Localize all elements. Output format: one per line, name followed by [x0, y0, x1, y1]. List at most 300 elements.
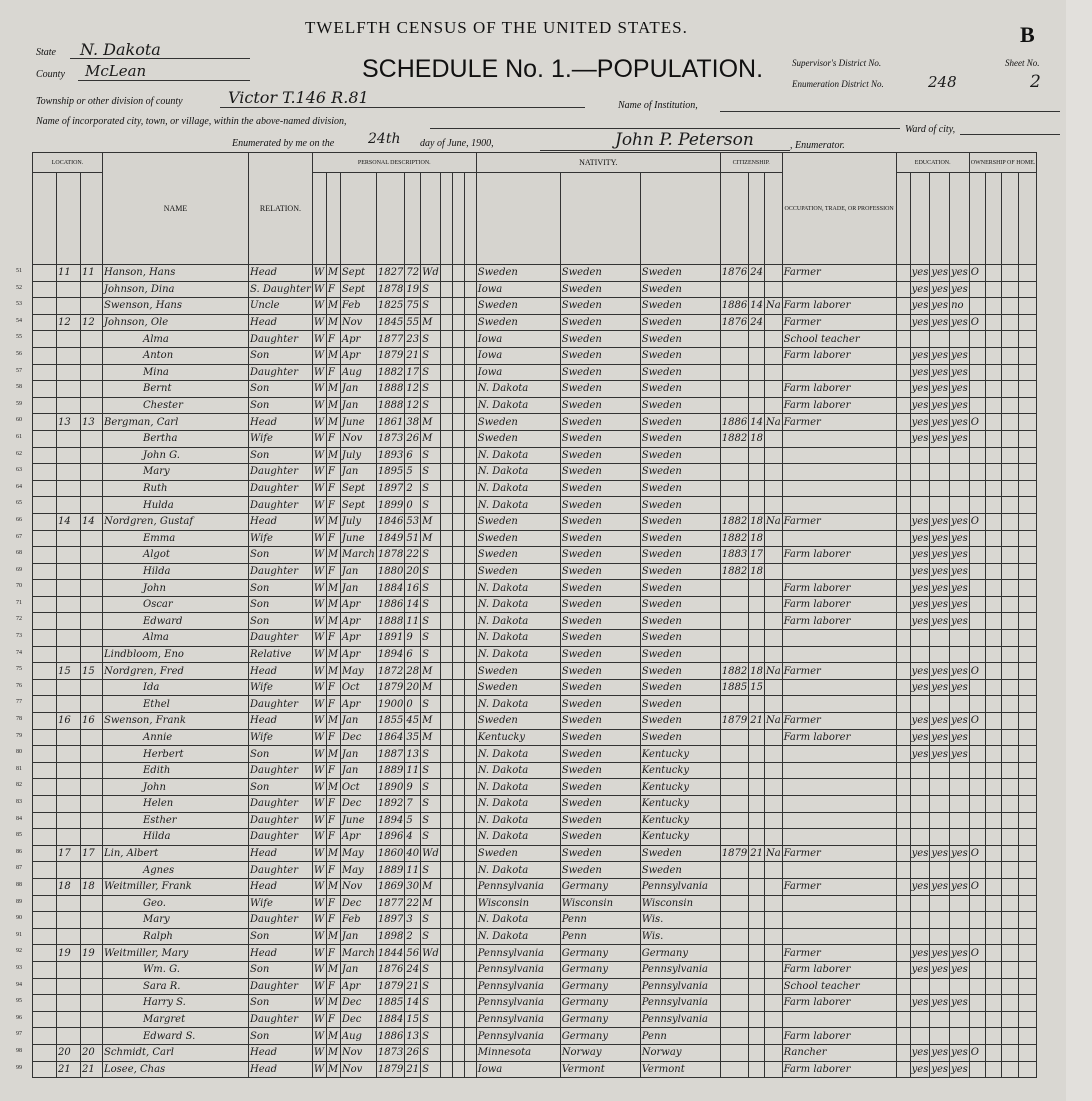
line-number: 98 [16, 1048, 22, 1054]
table-row [33, 530, 1037, 547]
cell-sex: F [326, 762, 340, 779]
cell-year: 1872 [376, 663, 404, 680]
cell-rel: S. Daughter [249, 281, 313, 298]
cell-color: W [312, 895, 326, 912]
cell-wr: yes [930, 1061, 950, 1078]
cell-rel: Son [249, 995, 313, 1012]
cell-color: W [312, 563, 326, 580]
cell-yrs [749, 447, 765, 464]
cell-ms: S [421, 1061, 441, 1078]
cell-month: Jan [340, 961, 376, 978]
cell-wr: yes [930, 729, 950, 746]
cell-year: 1861 [376, 414, 404, 431]
cell-color: W [312, 928, 326, 945]
cell-nat [764, 331, 782, 348]
cell-yrs: 14 [749, 414, 765, 431]
cell-imm [720, 464, 748, 481]
cell-color: W [312, 1061, 326, 1078]
cell-wr: yes [930, 347, 950, 364]
cell-bp: N. Dakota [476, 746, 560, 763]
cell-dw [57, 613, 81, 630]
cell-wr [930, 696, 950, 713]
cell-fbp: Sweden [560, 563, 640, 580]
cell-age: 35 [405, 729, 421, 746]
cell-dw: 19 [57, 945, 81, 962]
cell-fbp: Sweden [560, 663, 640, 680]
cell-wr [930, 779, 950, 796]
line-number: 77 [16, 699, 22, 705]
cell-ms: M [421, 663, 441, 680]
cell-year: 1886 [376, 1028, 404, 1045]
cell-color: W [312, 630, 326, 647]
cell-occ: Farm laborer [782, 381, 896, 398]
cell-year: 1864 [376, 729, 404, 746]
cell-own [969, 547, 985, 564]
cell-bp: Iowa [476, 347, 560, 364]
cell-own [969, 497, 985, 514]
cell-wr: yes [930, 563, 950, 580]
cell-age: 22 [405, 895, 421, 912]
cell-en: yes [950, 381, 970, 398]
cell-own: O [969, 663, 985, 680]
cell-own [969, 762, 985, 779]
cell-ms: S [421, 1044, 441, 1061]
cell-color: W [312, 596, 326, 613]
cell-month: Nov [340, 1061, 376, 1078]
cell-mbp: Sweden [640, 513, 720, 530]
cell-bp: Sweden [476, 563, 560, 580]
cell-ms: S [421, 397, 441, 414]
cell-ms: S [421, 862, 441, 879]
cell-sex: M [326, 1061, 340, 1078]
cell-bp: N. Dakota [476, 447, 560, 464]
cell-own [969, 646, 985, 663]
cell-mbp: Sweden [640, 547, 720, 564]
cell-occ [782, 364, 896, 381]
line-number: 66 [16, 517, 22, 523]
cell-month: Jan [340, 713, 376, 730]
cell-fbp: Sweden [560, 497, 640, 514]
table-row [33, 580, 1037, 597]
cell-name: Ralph [103, 928, 249, 945]
cell-nat [764, 961, 782, 978]
line-number: 76 [16, 683, 22, 689]
cell-mbp: Wisconsin [640, 895, 720, 912]
cell-fam: 17 [81, 845, 103, 862]
cell-rd: yes [910, 845, 930, 862]
cell-dw [57, 580, 81, 597]
cell-age: 2 [405, 928, 421, 945]
cell-name: John [103, 779, 249, 796]
cell-yrs: 18 [749, 563, 765, 580]
cell-en [950, 480, 970, 497]
cell-month: Apr [340, 613, 376, 630]
cell-yrs [749, 613, 765, 630]
table-row [33, 995, 1037, 1012]
cell-imm [720, 480, 748, 497]
cell-wr [930, 978, 950, 995]
cell-en [950, 796, 970, 813]
cell-nat [764, 729, 782, 746]
location-header: LOCATION. [33, 153, 103, 173]
cell-yrs [749, 945, 765, 962]
cell-sex: M [326, 547, 340, 564]
cell-bp: Minnesota [476, 1044, 560, 1061]
cell-en: yes [950, 746, 970, 763]
name-header: NAME [103, 153, 249, 265]
table-row [33, 729, 1037, 746]
cell-imm: 1882 [720, 430, 748, 447]
township-value: Victor T.146 R.81 [228, 88, 369, 107]
table-row [33, 696, 1037, 713]
cell-imm [720, 281, 748, 298]
cell-month: Jan [340, 746, 376, 763]
cell-month: March [340, 945, 376, 962]
cell-fam [81, 796, 103, 813]
cell-rd [910, 497, 930, 514]
cell-month: June [340, 530, 376, 547]
cell-wr [930, 1011, 950, 1028]
cell-dw [57, 331, 81, 348]
cell-en: yes [950, 547, 970, 564]
cell-dw: 21 [57, 1061, 81, 1078]
cell-rd: yes [910, 663, 930, 680]
cell-imm: 1876 [720, 265, 748, 282]
cell-bp: Pennsylvania [476, 961, 560, 978]
cell-age: 51 [405, 530, 421, 547]
cell-name: Alma [103, 630, 249, 647]
cell-age: 3 [405, 912, 421, 929]
cell-imm [720, 364, 748, 381]
cell-dw [57, 480, 81, 497]
cell-own [969, 480, 985, 497]
cell-rd [910, 928, 930, 945]
cell-sex: M [326, 928, 340, 945]
cell-rd [910, 696, 930, 713]
cell-color: W [312, 397, 326, 414]
cell-bp: N. Dakota [476, 596, 560, 613]
cell-yrs [749, 381, 765, 398]
cell-mbp: Sweden [640, 679, 720, 696]
cell-month: May [340, 862, 376, 879]
table-row [33, 563, 1037, 580]
cell-sex: M [326, 381, 340, 398]
cell-nat [764, 995, 782, 1012]
cell-sex: M [326, 447, 340, 464]
cell-month: Jan [340, 580, 376, 597]
cell-fbp: Sweden [560, 397, 640, 414]
cell-dw [57, 796, 81, 813]
cell-bp: Iowa [476, 331, 560, 348]
cell-color: W [312, 746, 326, 763]
cell-own [969, 530, 985, 547]
cell-dw [57, 497, 81, 514]
cell-fam: 13 [81, 414, 103, 431]
cell-fbp: Sweden [560, 646, 640, 663]
cell-ms: S [421, 1028, 441, 1045]
cell-own [969, 679, 985, 696]
cell-ms: S [421, 547, 441, 564]
cell-fbp: Sweden [560, 430, 640, 447]
cell-bp: N. Dakota [476, 646, 560, 663]
cell-ms: S [421, 912, 441, 929]
cell-color: W [312, 779, 326, 796]
cell-bp: N. Dakota [476, 928, 560, 945]
cell-own [969, 596, 985, 613]
cell-ms: S [421, 1011, 441, 1028]
line-number: 74 [16, 650, 22, 656]
line-number: 70 [16, 583, 22, 589]
cell-imm [720, 331, 748, 348]
cell-en [950, 630, 970, 647]
cell-name: Lindbloom, Eno [103, 646, 249, 663]
cell-sex: M [326, 995, 340, 1012]
cell-age: 56 [405, 945, 421, 962]
cell-name: Harry S. [103, 995, 249, 1012]
cell-month: May [340, 845, 376, 862]
cell-month: Oct [340, 779, 376, 796]
cell-occ: Farm laborer [782, 1028, 896, 1045]
cell-month: Jan [340, 381, 376, 398]
cell-bp: N. Dakota [476, 397, 560, 414]
cell-dw [57, 630, 81, 647]
cell-mbp: Sweden [640, 447, 720, 464]
cell-sex: F [326, 945, 340, 962]
cell-name: Bergman, Carl [103, 414, 249, 431]
cell-wr: yes [930, 845, 950, 862]
cell-mbp: Kentucky [640, 746, 720, 763]
cell-rel: Son [249, 381, 313, 398]
cell-rel: Head [249, 663, 313, 680]
table-row [33, 928, 1037, 945]
table-row [33, 347, 1037, 364]
cell-sex: F [326, 480, 340, 497]
table-row [33, 1061, 1037, 1078]
cell-nat [764, 630, 782, 647]
cell-wr: yes [930, 414, 950, 431]
cell-mbp: Penn [640, 1028, 720, 1045]
table-row [33, 630, 1037, 647]
cell-dw [57, 912, 81, 929]
cell-yrs [749, 796, 765, 813]
cell-fbp: Germany [560, 878, 640, 895]
cell-age: 24 [405, 961, 421, 978]
cell-year: 1884 [376, 580, 404, 597]
cell-sex: F [326, 895, 340, 912]
cell-sex: M [326, 298, 340, 315]
line-number: 56 [16, 351, 22, 357]
table-row [33, 663, 1037, 680]
cell-occ [782, 895, 896, 912]
cell-year: 1827 [376, 265, 404, 282]
sheet-value: 2 [1030, 72, 1041, 92]
cell-wr [930, 812, 950, 829]
cell-dw: 13 [57, 414, 81, 431]
line-number: 61 [16, 434, 22, 440]
cell-wr [930, 762, 950, 779]
cell-name: Herbert [103, 746, 249, 763]
cell-fam [81, 779, 103, 796]
cell-year: 1879 [376, 978, 404, 995]
cell-wr: yes [930, 314, 950, 331]
cell-rd [910, 796, 930, 813]
cell-color: W [312, 298, 326, 315]
cell-name: Geo. [103, 895, 249, 912]
table-row [33, 1011, 1037, 1028]
cell-sex: M [326, 580, 340, 597]
cell-rel: Wife [249, 430, 313, 447]
cell-month: Aug [340, 364, 376, 381]
cell-en: yes [950, 961, 970, 978]
cell-color: W [312, 878, 326, 895]
cell-fam [81, 331, 103, 348]
cell-dw [57, 679, 81, 696]
cell-ms: S [421, 978, 441, 995]
table-row [33, 298, 1037, 315]
cell-en: yes [950, 580, 970, 597]
cell-imm: 1882 [720, 563, 748, 580]
cell-color: W [312, 281, 326, 298]
cell-own [969, 464, 985, 481]
cell-color: W [312, 381, 326, 398]
cell-year: 1878 [376, 281, 404, 298]
cell-year: 1888 [376, 397, 404, 414]
cell-en [950, 646, 970, 663]
cell-occ: Farm laborer [782, 729, 896, 746]
cell-nat [764, 895, 782, 912]
enumerator-name: John P. Peterson [615, 130, 754, 150]
cell-en: yes [950, 530, 970, 547]
cell-imm [720, 928, 748, 945]
cell-imm [720, 878, 748, 895]
cell-dw [57, 298, 81, 315]
cell-fbp: Sweden [560, 713, 640, 730]
cell-occ: Farmer [782, 314, 896, 331]
cell-nat [764, 596, 782, 613]
cell-wr: yes [930, 663, 950, 680]
cell-month: Apr [340, 347, 376, 364]
cell-en: no [950, 298, 970, 315]
line-number: 78 [16, 716, 22, 722]
cell-yrs [749, 762, 765, 779]
cell-ms: Wd [421, 265, 441, 282]
cell-dw: 15 [57, 663, 81, 680]
cell-age: 6 [405, 646, 421, 663]
cell-fam: 16 [81, 713, 103, 730]
cell-dw [57, 895, 81, 912]
cell-en: yes [950, 878, 970, 895]
cell-color: W [312, 912, 326, 929]
cell-en: yes [950, 613, 970, 630]
cell-own [969, 978, 985, 995]
cell-fbp: Sweden [560, 265, 640, 282]
cell-imm: 1886 [720, 298, 748, 315]
cell-fbp: Vermont [560, 1061, 640, 1078]
cell-bp: Pennsylvania [476, 1011, 560, 1028]
cell-ms: S [421, 563, 441, 580]
cell-fam: 18 [81, 878, 103, 895]
cell-fam [81, 961, 103, 978]
cell-nat [764, 580, 782, 597]
cell-own: O [969, 513, 985, 530]
cell-mbp: Sweden [640, 298, 720, 315]
line-number: 75 [16, 666, 22, 672]
cell-dw [57, 812, 81, 829]
cell-dw [57, 779, 81, 796]
cell-age: 20 [405, 563, 421, 580]
cell-mbp: Kentucky [640, 762, 720, 779]
cell-year: 1877 [376, 895, 404, 912]
cell-en [950, 1028, 970, 1045]
cell-rd: yes [910, 596, 930, 613]
line-number: 73 [16, 633, 22, 639]
cell-yrs [749, 928, 765, 945]
cell-imm [720, 1044, 748, 1061]
cell-yrs: 15 [749, 679, 765, 696]
cell-dw [57, 381, 81, 398]
line-number: 87 [16, 865, 22, 871]
cell-imm [720, 596, 748, 613]
cell-rel: Son [249, 961, 313, 978]
cell-age: 2 [405, 480, 421, 497]
cell-year: 1897 [376, 912, 404, 929]
cell-fbp: Sweden [560, 464, 640, 481]
cell-age: 75 [405, 298, 421, 315]
cell-en: yes [950, 265, 970, 282]
cell-mbp: Germany [640, 945, 720, 962]
cell-fam [81, 281, 103, 298]
cell-fbp: Sweden [560, 314, 640, 331]
cell-mbp: Sweden [640, 314, 720, 331]
cell-fbp: Sweden [560, 779, 640, 796]
cell-sex: M [326, 878, 340, 895]
cell-wr [930, 497, 950, 514]
cell-sex: M [326, 265, 340, 282]
table-row [33, 679, 1037, 696]
cell-bp: Pennsylvania [476, 1028, 560, 1045]
cell-own: O [969, 713, 985, 730]
cell-yrs [749, 397, 765, 414]
table-row [33, 547, 1037, 564]
cell-rd [910, 895, 930, 912]
cell-en [950, 497, 970, 514]
cell-name: Hanson, Hans [103, 265, 249, 282]
cell-rd: yes [910, 613, 930, 630]
cell-rd: yes [910, 1044, 930, 1061]
cell-rel: Head [249, 878, 313, 895]
cell-ms: M [421, 513, 441, 530]
cell-age: 38 [405, 414, 421, 431]
cell-year: 1869 [376, 878, 404, 895]
cell-yrs [749, 497, 765, 514]
cell-imm [720, 912, 748, 929]
cell-color: W [312, 265, 326, 282]
cell-bp: N. Dakota [476, 912, 560, 929]
cell-color: W [312, 497, 326, 514]
cell-sex: F [326, 862, 340, 879]
census-table [32, 152, 1037, 1078]
cell-ms: M [421, 729, 441, 746]
cell-year: 1880 [376, 563, 404, 580]
cell-en: yes [950, 596, 970, 613]
cell-ms: S [421, 928, 441, 945]
cell-mbp: Vermont [640, 1061, 720, 1078]
line-number: 90 [16, 915, 22, 921]
cell-age: 19 [405, 281, 421, 298]
cell-rel: Head [249, 845, 313, 862]
cell-imm [720, 613, 748, 630]
cell-color: W [312, 447, 326, 464]
